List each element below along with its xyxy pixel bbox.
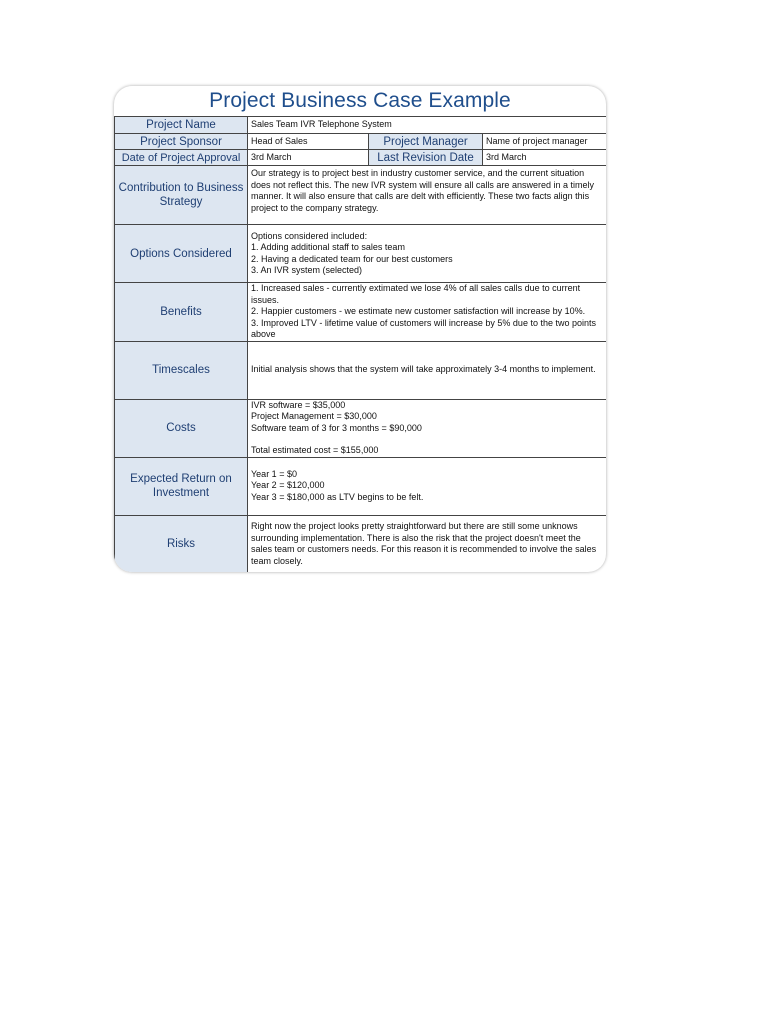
last-revision-value: 3rd March bbox=[483, 150, 607, 166]
cost-total: Total estimated cost = $155,000 bbox=[251, 445, 379, 455]
last-revision-label: Last Revision Date bbox=[369, 150, 483, 166]
risks-text: Right now the project looks pretty straightforward but there are still some unknows surrounding implementation. There is also the risk that the project doesn't meet the sales team or customers needs. For this reason it is recommended to involve the sales team closely. bbox=[248, 515, 607, 572]
row-roi bbox=[115, 457, 607, 515]
contribution-text: Our strategy is to project best in industry customer service, and the current situation does not reflect this. The new IVR system will ensure all calls are answered in a timely manner. It will also ensure that calls are delt with efficiently. These two facts align this project to the company strategy. bbox=[248, 166, 607, 225]
row-risks bbox=[115, 515, 607, 572]
row-sponsor-manager bbox=[115, 134, 607, 150]
benefits-text: 1. Increased sales - currently extimated we lose 4% of all sales calls due to current issues. 2. Happier customers - we estimate new customer satisfaction will increase by 10%. 3. Improved LTV - lifetime value of customers will increase by 5% due to the two points above bbox=[248, 283, 607, 342]
roi-text: Year 1 = $0 Year 2 = $120,000 Year 3 = $180,000 as LTV begins to be felt. bbox=[248, 457, 607, 515]
row-options bbox=[115, 225, 607, 283]
benefits-label: Benefits bbox=[115, 283, 248, 342]
row-project-name bbox=[115, 117, 607, 134]
project-name-label: Project Name bbox=[115, 117, 248, 134]
row-contribution bbox=[115, 166, 607, 225]
row-dates bbox=[115, 150, 607, 166]
timescales-text: Initial analysis shows that the system will take approximately 3-4 months to implement. bbox=[248, 341, 607, 399]
cost-line: Project Management = $30,000 bbox=[251, 411, 377, 421]
cost-spacer bbox=[251, 434, 603, 445]
row-timescales bbox=[115, 341, 607, 399]
project-sponsor-value: Head of Sales bbox=[248, 134, 369, 150]
project-manager-label: Project Manager bbox=[369, 134, 483, 150]
business-case-table bbox=[114, 116, 606, 572]
options-text: Options considered included: 1. Adding additional staff to sales team 2. Having a dedicated team for our best customers 3. An IVR system (selected) bbox=[248, 225, 607, 283]
cost-line: IVR software = $35,000 bbox=[251, 399, 346, 410]
options-label: Options Considered bbox=[115, 225, 248, 283]
project-name-value: Sales Team IVR Telephone System bbox=[248, 117, 607, 134]
approval-date-label: Date of Project Approval bbox=[115, 150, 248, 166]
risks-label: Risks bbox=[115, 515, 248, 572]
row-costs bbox=[115, 399, 607, 457]
contribution-label: Contribution to Business Strategy bbox=[115, 166, 248, 225]
project-manager-value: Name of project manager bbox=[483, 134, 607, 150]
costs-label: Costs bbox=[115, 399, 248, 457]
costs-cell bbox=[248, 399, 607, 457]
approval-date-value: 3rd March bbox=[248, 150, 369, 166]
project-sponsor-label: Project Sponsor bbox=[115, 134, 248, 150]
business-case-card bbox=[114, 86, 606, 572]
timescales-label: Timescales bbox=[115, 341, 248, 399]
cost-line: Software team of 3 for 3 months = $90,000 bbox=[251, 422, 422, 433]
row-benefits bbox=[115, 283, 607, 342]
roi-label: Expected Return on Investment bbox=[115, 457, 248, 515]
document-title: Project Business Case Example bbox=[209, 89, 511, 112]
